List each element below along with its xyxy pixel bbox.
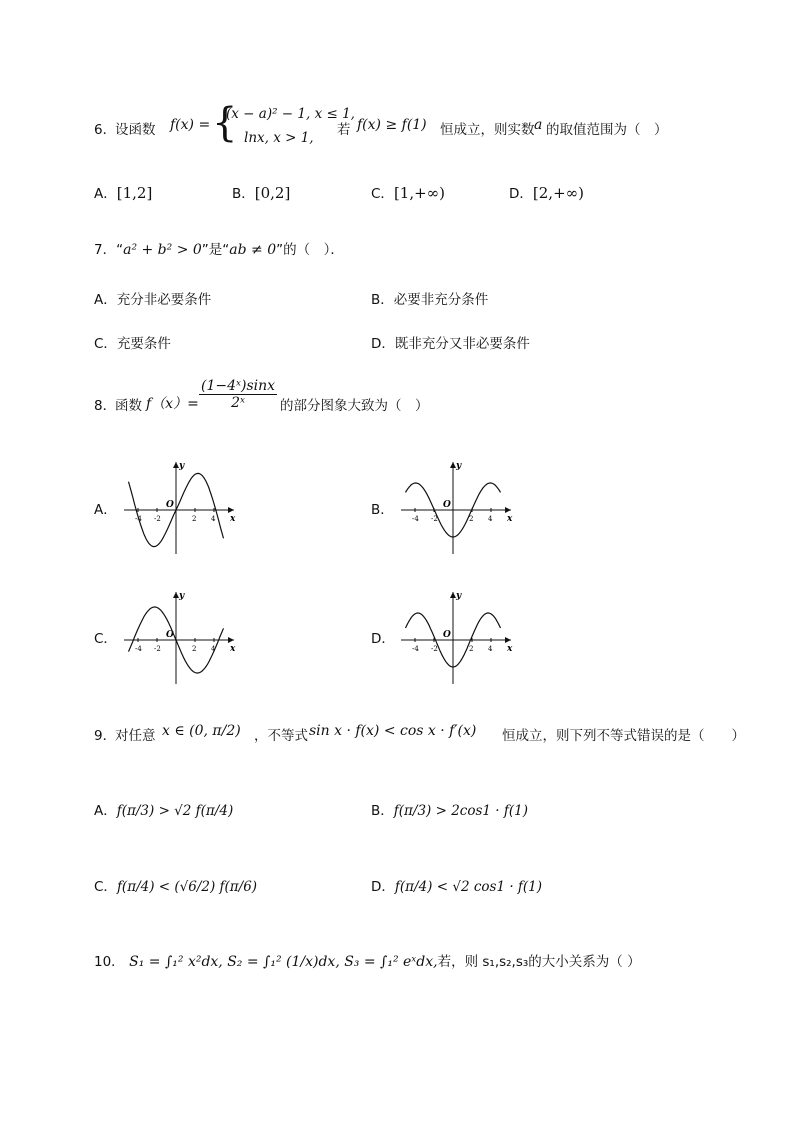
y-axis-label: y (179, 461, 185, 471)
graph-a[interactable] (120, 458, 240, 558)
q6-mid: 若 (337, 122, 351, 138)
x-axis-label: x (507, 644, 513, 654)
q6-option-b[interactable]: B．[0,2] (232, 184, 291, 202)
q9-option-c[interactable]: C．f(π/4) < (√6/2) f(π/6) (94, 879, 258, 895)
q8-fx: f（x）= (146, 396, 199, 412)
x-axis-arrow (228, 507, 234, 513)
q10-tail: ，则 s₁,s₂,s₃的大小关系为（ ） (451, 954, 641, 970)
q6-fx: f(x) = (170, 117, 211, 133)
tick-label-t_4: 4 (488, 515, 493, 523)
q7-option-c[interactable]: C．充要条件 (94, 336, 171, 352)
q8-fraction (199, 378, 277, 411)
x-axis-label: x (507, 514, 513, 524)
tick-label-t_neg2: -2 (431, 645, 438, 653)
q6-tail: 恒成立，则实数 (440, 122, 535, 138)
q10-number: 10． (94, 954, 125, 970)
graph-b[interactable] (397, 458, 517, 558)
tick-label-t_neg4: -4 (412, 515, 419, 523)
q6-var: a (534, 117, 543, 133)
origin-label: O (166, 630, 174, 640)
question-7: 7．“a² + b² > 0”是“ab ≠ 0”的（ ）． (94, 242, 344, 258)
q7-number: 7． (94, 242, 117, 258)
q9-domain: x ∈ (0, π/2) (162, 723, 241, 739)
q6-option-a[interactable]: A．[1,2] (94, 184, 153, 202)
q6-brace: { (212, 100, 238, 146)
q9-tail: 恒成立，则下列不等式错误的是（ ） (502, 728, 745, 744)
q9-mid: ，不等式 (254, 728, 308, 744)
origin-label: O (443, 630, 451, 640)
x-axis-label: x (230, 514, 236, 524)
q6-tail2: 的取值范围为（ ） (546, 122, 668, 138)
tick-label-t_4: 4 (488, 645, 493, 653)
tick-label-t_4: 4 (211, 645, 216, 653)
q9-option-a[interactable]: A．f(π/3) > √2 f(π/4) (94, 803, 234, 819)
q7-option-d[interactable]: D．既非充分又非必要条件 (371, 336, 530, 352)
q9-lead: 对任意 (115, 728, 156, 744)
graph-c[interactable] (120, 588, 240, 688)
y-axis-label: y (456, 461, 462, 471)
q6-cond: f(x) ≥ f(1) (357, 117, 427, 133)
q7-expr2: ab ≠ 0 (229, 242, 277, 258)
q6-case1: (x − a)² − 1, x ≤ 1, (226, 106, 355, 122)
q9-inequality: sin x · f(x) < cos x · f′(x) (309, 723, 477, 739)
q6-lead: 设函数 (115, 122, 156, 138)
q9-option-d[interactable]: D．f(π/4) < √2 cos1 · f(1) (371, 879, 543, 895)
q8-lead: 函数 (115, 398, 142, 414)
q10-mid: 若 (437, 954, 452, 970)
q7-option-b[interactable]: B．必要非充分条件 (371, 292, 489, 308)
graph-d[interactable] (397, 588, 517, 688)
tick-label-t_neg4: -4 (135, 515, 142, 523)
q6-number: 6． (94, 122, 117, 138)
x-axis-arrow (228, 637, 234, 643)
tick-label-t_4: 4 (211, 515, 216, 523)
x-axis-arrow (505, 507, 511, 513)
tick-label-t_2: 2 (469, 515, 474, 523)
q9-option-b[interactable]: B．f(π/3) > 2cos1 · f(1) (371, 803, 528, 819)
tick-label-t_2: 2 (469, 645, 474, 653)
tick-label-t_2: 2 (192, 515, 197, 523)
q8-denominator: 2ˣ (231, 395, 245, 411)
q8-option-a[interactable]: A． (94, 502, 117, 518)
origin-label: O (166, 500, 174, 510)
y-axis-label: y (179, 591, 185, 601)
q8-option-c[interactable]: C． (94, 631, 117, 647)
q6-option-d[interactable]: D．[2,+∞) (509, 184, 584, 202)
tick-label-t_neg4: -4 (412, 645, 419, 653)
tick-label-t_neg2: -2 (431, 515, 438, 523)
tick-label-t_neg2: -2 (154, 645, 161, 653)
q9-number: 9． (94, 728, 117, 744)
tick-label-t_neg2: -2 (154, 515, 161, 523)
q7-expr1: a² + b² > 0 (123, 242, 202, 258)
y-axis-label: y (456, 591, 462, 601)
tick-label-t_neg4: -4 (135, 645, 142, 653)
q10-expression: S₁ = ∫₁² x²dx, S₂ = ∫₁² (1/x)dx, S₃ = ∫₁² eˣdx, (129, 954, 438, 970)
q6-option-c[interactable]: C．[1,+∞) (371, 184, 446, 202)
q8-number: 8． (94, 398, 117, 414)
q8-numerator: (1−4ˣ)sinx (201, 378, 276, 394)
x-axis-label: x (230, 644, 236, 654)
x-axis-arrow (505, 637, 511, 643)
tick-label-t_2: 2 (192, 645, 197, 653)
q8-option-b[interactable]: B． (371, 502, 394, 518)
q7-option-a[interactable]: A．充分非必要条件 (94, 292, 212, 308)
q6-case2: lnx, x > 1, (244, 130, 314, 146)
q8-option-d[interactable]: D． (371, 631, 395, 647)
question-10 (94, 950, 641, 970)
q8-tail: 的部分图象大致为（ ） (280, 398, 429, 414)
origin-label: O (443, 500, 451, 510)
